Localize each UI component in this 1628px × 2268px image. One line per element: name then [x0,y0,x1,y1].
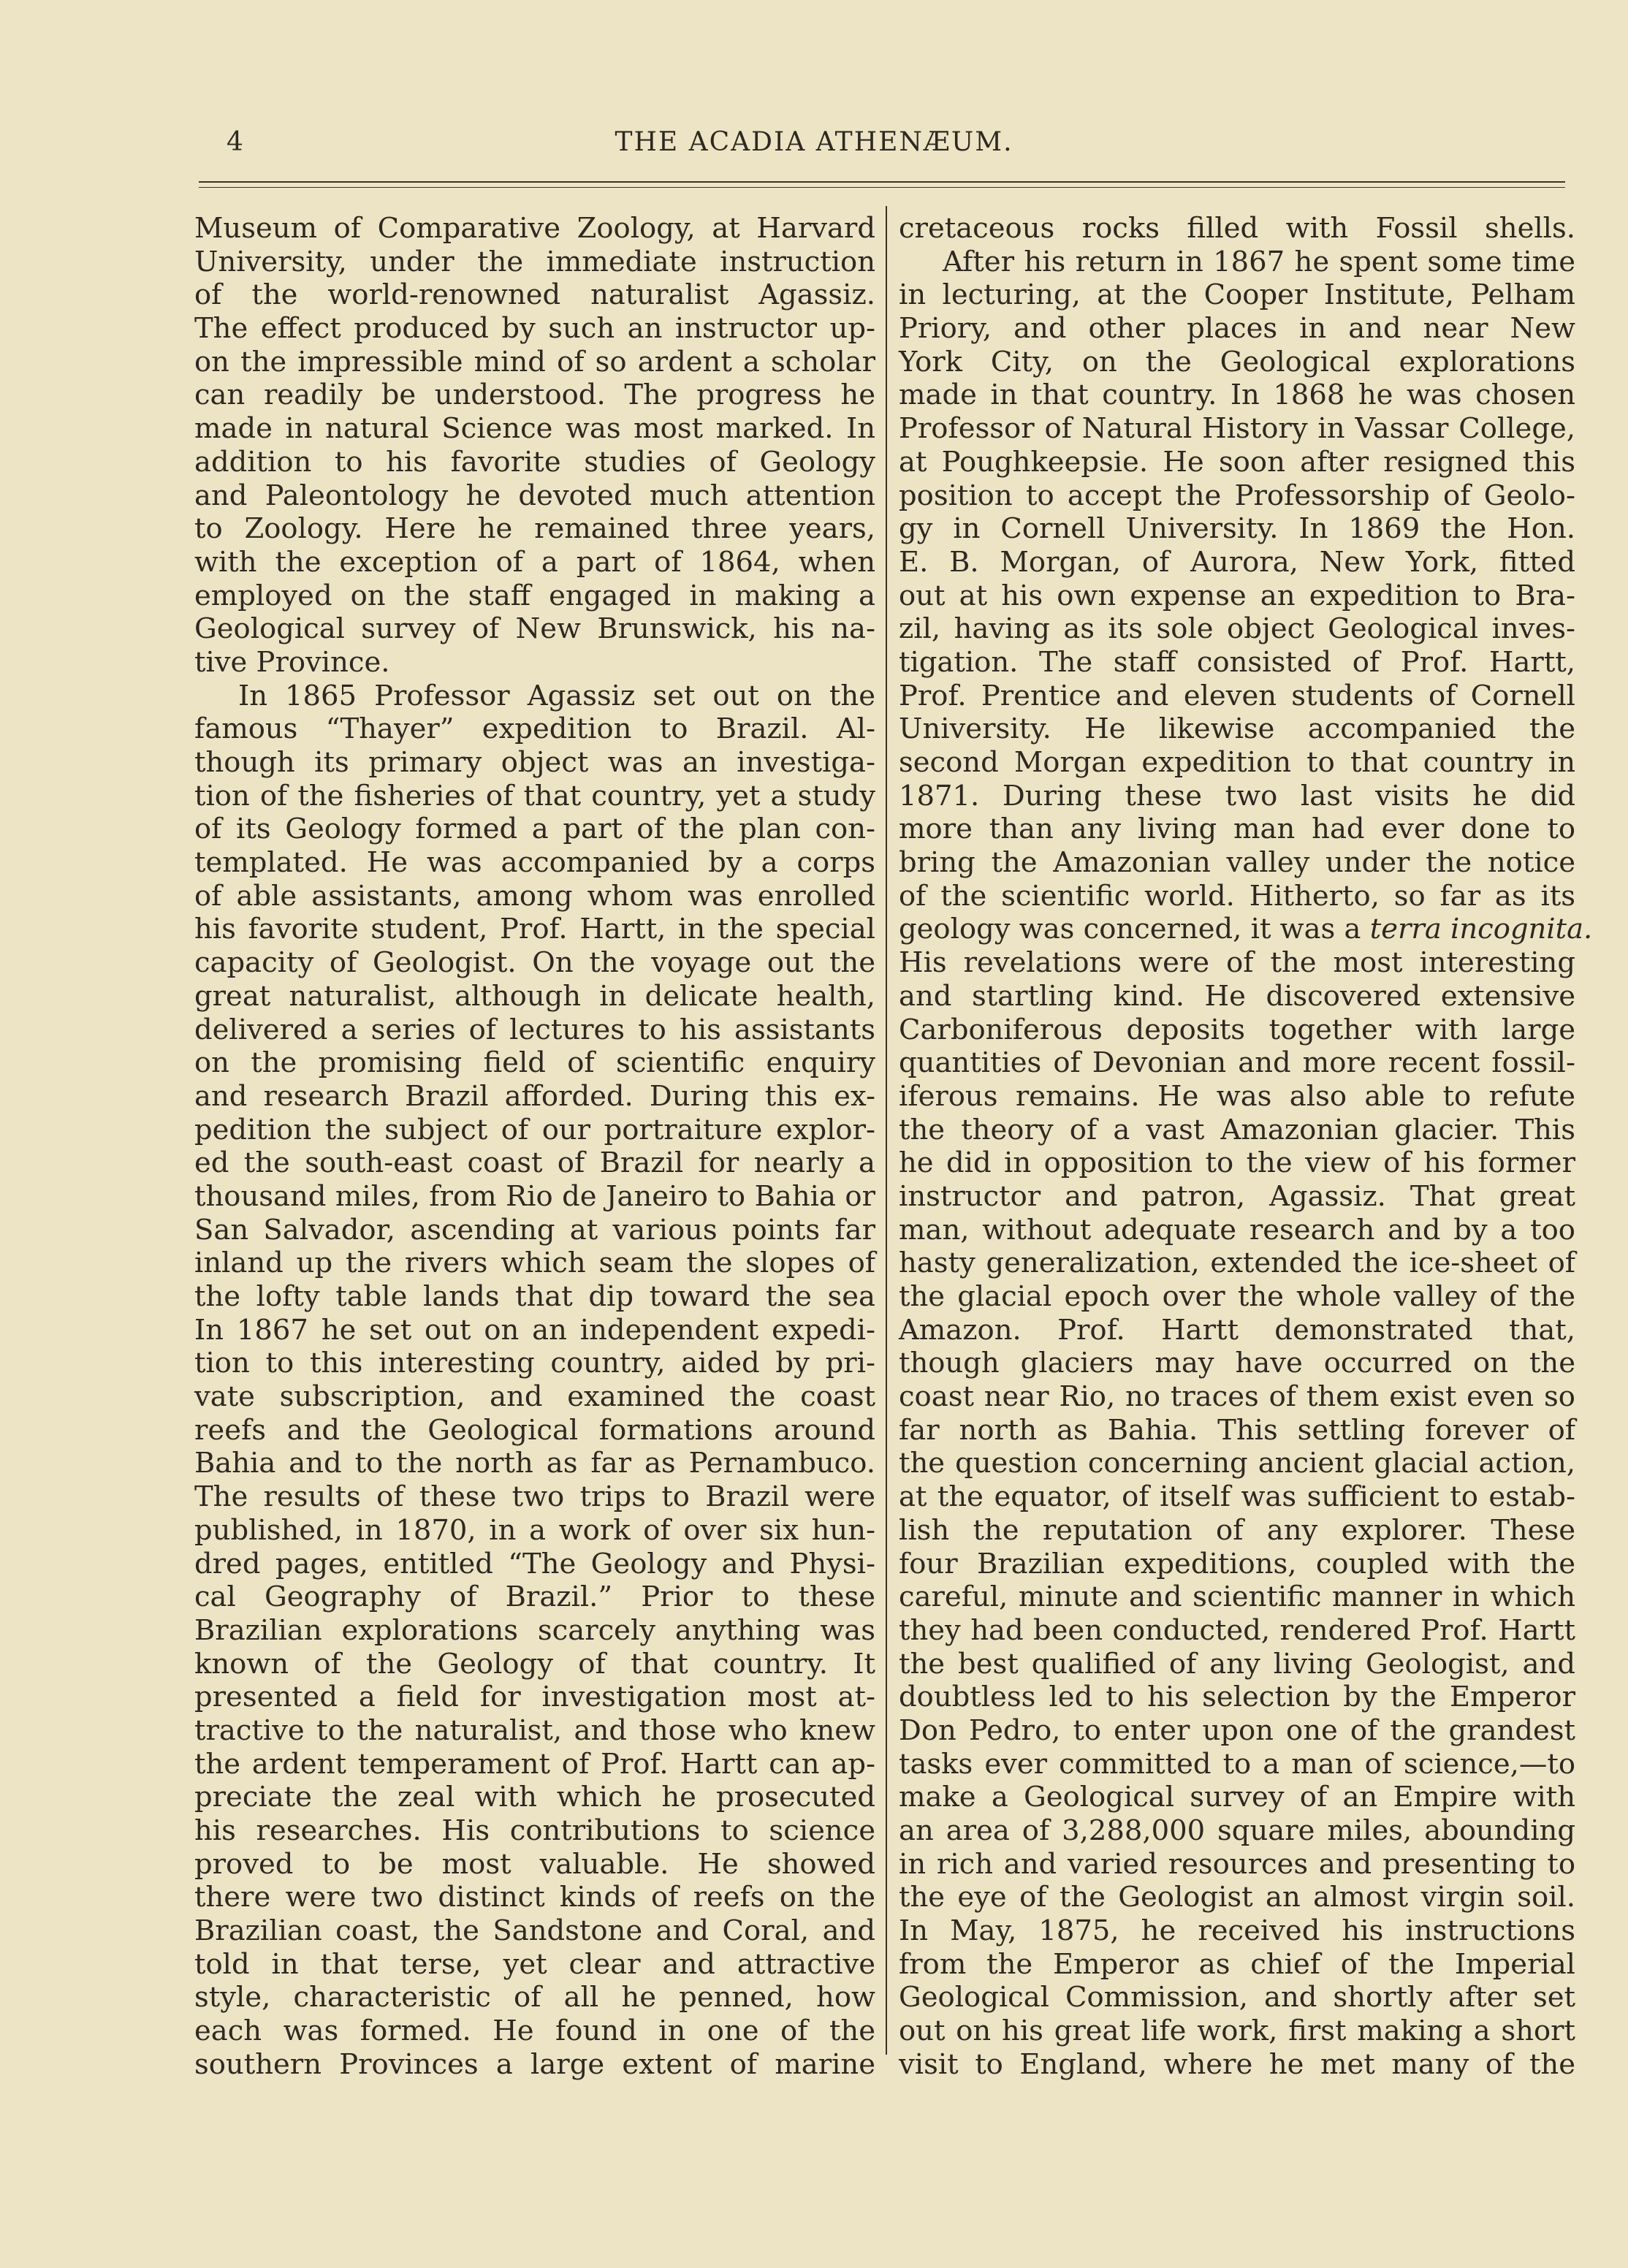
text-line: and startling kind. He discovered extensive [899,979,1575,1013]
text-line: out at his own expense an expedition to Bra- [899,579,1575,612]
text-line: the question concerning ancient glacial action, [899,1447,1575,1480]
text-line: coast near Rio, no traces of them exist even so [899,1380,1575,1414]
text-line: make a Geological survey of an Empire with [899,1781,1575,1814]
left-column [194,212,875,2082]
text-line: style, characteristic of all he penned, how [194,1981,875,2014]
text-line: Carboniferous deposits together with large [899,1013,1575,1046]
text-line: known of the Geology of that country. It [194,1647,875,1681]
text-line: more than any living man had ever done to [899,813,1575,846]
text-line: to Zoology. Here he remained three years, [194,512,875,546]
text-line: the ardent temperament of Prof. Hartt can ap- [194,1747,875,1781]
text-line: Geological survey of New Brunswick, his na- [194,612,875,646]
text-line: Prof. Prentice and eleven students of Cornell [899,679,1575,712]
text-line: Geological Commission, and shortly after set [899,1981,1575,2014]
text-line: of able assistants, among whom was enrolled [194,879,875,913]
text-line: York City, on the Geological explorations [899,345,1575,378]
text-line: cal Geography of Brazil.” Prior to these [194,1580,875,1614]
text-line: iferous remains. He was also able to refute [899,1079,1575,1113]
text-line: thousand miles, from Rio de Janeiro to Bahia or [194,1179,875,1213]
running-title: THE ACADIA ATHENÆUM. [615,127,1013,157]
text-line: the eye of the Geologist an almost virgin soil. [899,1881,1575,1914]
page-number: 4 [227,127,245,157]
text-line: Brazilian explorations scarcely anything was [194,1613,875,1647]
text-line: gy in Cornell University. In 1869 the Hon. [899,512,1575,546]
text-line: University, under the immediate instruction [194,245,875,278]
text-line: there were two distinct kinds of reefs on the [194,1881,875,1914]
text-line: though glaciers may have occurred on the [899,1347,1575,1380]
text-line: doubtless led to his selection by the Emperor [899,1681,1575,1714]
text-line: bring the Amazonian valley under the notice [899,846,1575,880]
text-line: pedition the subject of our portraiture explor- [194,1113,875,1146]
text-line: capacity of Geologist. On the voyage out the [194,946,875,980]
page-header [0,120,1628,164]
text-line: visit to England, where he met many of the [899,2047,1575,2081]
text-line: from the Emperor as chief of the Imperial [899,1947,1575,1981]
text-line: Bahia and to the north as far as Pernambuco. [194,1447,875,1480]
text-line: preciate the zeal with which he prosecuted [194,1781,875,1814]
text-line: delivered a series of lectures to his assistants [194,1013,875,1046]
text-line: ed the south-east coast of Brazil for nearly a [194,1146,875,1180]
text-line: can readily be understood. The progress he [194,378,875,412]
text-line-with-italic [899,913,1593,946]
text-line: Professor of Natural History in Vassar College, [899,412,1575,446]
text-line: tion of the fisheries of that country, yet a study [194,779,875,813]
text-line: of the world-renowned naturalist Agassiz. [194,278,875,312]
text-line: proved to be most valuable. He showed [194,1847,875,1881]
text-line-part: geology was concerned, it was a [899,913,1361,946]
text-line: tive Province. [194,645,390,679]
text-line: they had been conducted, rendered Prof. Hartt [899,1613,1575,1647]
text-line: far north as Bahia. This settling forever of [899,1413,1575,1447]
text-line: second Morgan expedition to that country in [899,746,1575,779]
text-line: the theory of a vast Amazonian glacier. This [899,1113,1575,1146]
text-line: and research Brazil afforded. During this ex- [194,1079,875,1113]
text-line: though its primary object was an investiga- [194,746,875,779]
text-line: great naturalist, although in delicate health, [194,979,875,1013]
text-line: tractive to the naturalist, and those who knew [194,1713,875,1747]
text-line: the glacial epoch over the whole valley of the [899,1280,1575,1313]
text-line: position to accept the Professorship of Geolo- [899,479,1575,512]
text-line: published, in 1870, in a work of over six hun- [194,1513,875,1547]
italic-phrase: terra incognita. [1369,913,1593,946]
text-line: his researches. His contributions to science [194,1814,875,1847]
text-line: In 1865 Professor Agassiz set out on the [238,679,875,712]
text-line: and Paleontology he devoted much attention [194,479,875,512]
text-line: hasty generalization, extended the ice-sheet of [899,1247,1575,1280]
header-rule-thin [199,187,1565,188]
text-line: E. B. Morgan, of Aurora, New York, fitted [899,545,1575,579]
text-line: In 1867 he set out on an independent expedi- [194,1313,875,1347]
text-line: University. He likewise accompanied the [899,712,1575,746]
text-line: tigation. The staff consisted of Prof. Hartt, [899,645,1575,679]
text-line: templated. He was accompanied by a corps [194,846,875,880]
text-line: four Brazilian expeditions, coupled with the [899,1547,1575,1580]
right-column [899,212,1593,2082]
text-line: famous “Thayer” expedition to Brazil. Al- [194,712,875,746]
text-line: Brazilian coast, the Sandstone and Coral, and [194,1914,875,1948]
text-line: tion to this interesting country, aided by pri- [194,1347,875,1380]
text-line: of the scientific world. Hitherto, so far as its [899,879,1575,913]
text-line: zil, having as its sole object Geological inves- [899,612,1575,646]
text-line: at the equator, of itself was sufficient to estab- [899,1480,1575,1514]
text-line: inland up the rivers which seam the slopes of [194,1247,875,1280]
text-line: Priory, and other places in and near New [899,312,1575,346]
text-line: addition to his favorite studies of Geology [194,445,875,479]
text-line: told in that terse, yet clear and attractive [194,1947,875,1981]
text-line: Don Pedro, to enter upon one of the grandest [899,1713,1575,1747]
text-line: 1871. During these two last visits he did [899,779,1575,813]
text-line: instructor and patron, Agassiz. That great [899,1179,1575,1213]
text-line: careful, minute and scientific manner in which [899,1580,1575,1614]
text-line: In May, 1875, he received his instructions [899,1914,1575,1948]
text-line: man, without adequate research and by a too [899,1213,1575,1247]
text-line: in rich and varied resources and presenting to [899,1847,1575,1881]
text-line: reefs and the Geological formations around [194,1413,875,1447]
header-rule [199,181,1565,183]
text-line: dred pages, entitled “The Geology and Physi- [194,1547,875,1580]
text-line: each was formed. He found in one of the [194,2014,875,2048]
text-line: the best qualified of any living Geologist, and [899,1647,1575,1681]
text-line: vate subscription, and examined the coast [194,1380,875,1414]
text-line: southern Provinces a large extent of marine [194,2047,875,2081]
text-line: cretaceous rocks filled with Fossil shells. [899,212,1575,245]
text-line: The results of these two trips to Brazil were [194,1480,875,1514]
text-line: The effect produced by such an instructor up- [194,312,875,346]
text-line: in lecturing, at the Cooper Institute, Pelham [899,278,1575,312]
text-line: with the exception of a part of 1864, when [194,545,875,579]
text-line: of its Geology formed a part of the plan con- [194,813,875,846]
text-line: on the impressible mind of so ardent a scholar [194,345,875,378]
text-line: lish the reputation of any explorer. These [899,1513,1575,1547]
text-line: His revelations were of the most interesting [899,946,1575,980]
text-line: After his return in 1867 he spent some time [943,245,1575,278]
text-line: at Poughkeepsie. He soon after resigned this [899,445,1575,479]
text-line: made in that country. In 1868 he was chosen [899,378,1575,412]
text-line: Amazon. Prof. Hartt demonstrated that, [899,1313,1575,1347]
text-line: made in natural Science was most marked. In [194,412,875,446]
text-line: he did in opposition to the view of his former [899,1146,1575,1180]
text-line: quantities of Devonian and more recent fossil- [899,1046,1575,1080]
text-line: out on his great life work, first making a short [899,2014,1575,2048]
column-divider [886,206,887,2055]
text-line: on the promising field of scientific enquiry [194,1046,875,1080]
text-line: an area of 3,288,000 square miles, abounding [899,1814,1575,1847]
text-line: the lofty table lands that dip toward the sea [194,1280,875,1313]
text-line: tasks ever committed to a man of science,—to [899,1747,1575,1781]
text-line: his favorite student, Prof. Hartt, in the special [194,913,875,946]
text-line: presented a field for investigation most at- [194,1681,875,1714]
text-line: Museum of Comparative Zoology, at Harvard [194,212,875,245]
text-line: San Salvador, ascending at various points far [194,1213,875,1247]
text-line: employed on the staff engaged in making a [194,579,875,612]
